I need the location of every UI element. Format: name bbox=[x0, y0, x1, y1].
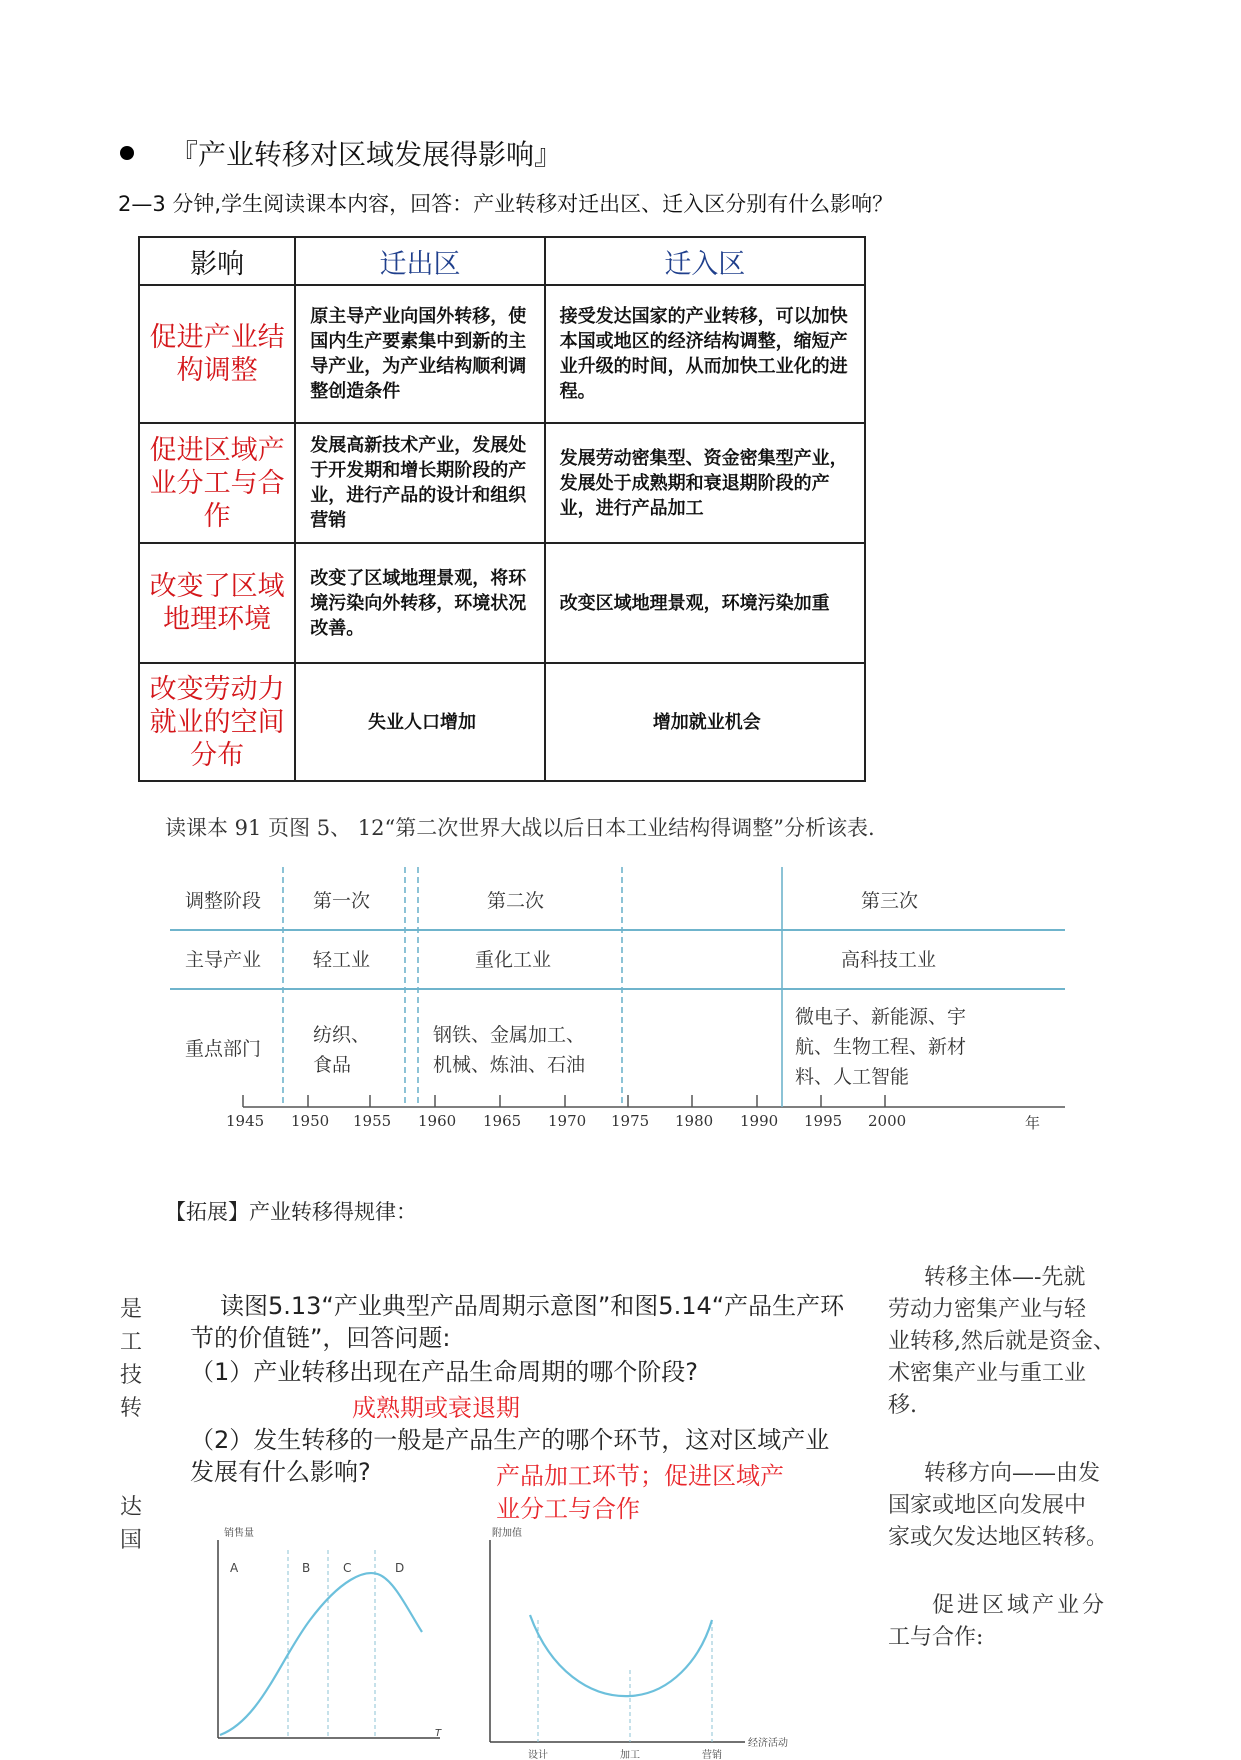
left-fragment: 达 bbox=[120, 1495, 143, 1520]
left-fragment: 是 bbox=[120, 1297, 143, 1322]
section-heading bbox=[120, 133, 562, 173]
label-industry: 主导产业 bbox=[185, 949, 262, 971]
row-label: 改变了区域地理环境 bbox=[139, 543, 295, 663]
text-line: 术密集产业与重工业 bbox=[888, 1361, 1087, 1386]
rule-direction bbox=[888, 1458, 1188, 1554]
out-cell: 发展高新技术产业，发展处于开发期和增长期阶段的产业，进行产品的设计和组织营销 bbox=[295, 423, 544, 543]
year-label: 1960 bbox=[418, 1112, 457, 1130]
industry-3: 高科技工业 bbox=[841, 949, 937, 971]
header-in-region: 迁入区 bbox=[545, 237, 865, 285]
question-text: 2—3 分钟,学生阅读课本内容，回答：产业转移对迁出区、迁入区分别有什么影响？ bbox=[118, 192, 894, 216]
text-line: 促进区域产业分 bbox=[932, 1593, 1108, 1618]
year-label: 1995 bbox=[804, 1112, 843, 1130]
rule-subject bbox=[888, 1262, 1188, 1422]
product-life-cycle-chart bbox=[190, 1520, 450, 1750]
text-line: 业转移,然后就是资金、 bbox=[888, 1329, 1115, 1354]
industry-2: 重化工业 bbox=[475, 949, 552, 971]
text-line: 工与合作: bbox=[888, 1625, 984, 1650]
timeline-lines bbox=[165, 862, 1070, 1137]
year-label: 2000 bbox=[868, 1112, 907, 1130]
table-row bbox=[139, 285, 865, 423]
stage-1: 第一次 bbox=[313, 890, 371, 912]
label-sector: 重点部门 bbox=[185, 1038, 262, 1060]
in-cell: 接受发达国家的产业转移，可以加快本国或地区的经济结构调整，缩短产业升级的时间，从而加快工业化的进程。 bbox=[545, 285, 865, 423]
slide-answer-2-line1: 产品加工环节；促进区域产 bbox=[496, 1462, 784, 1490]
phase-a: A bbox=[230, 1561, 239, 1575]
chart1-ylabel: 销售量 bbox=[224, 1528, 254, 1539]
in-cell: 增加就业机会 bbox=[545, 663, 865, 781]
left-fragment: 转 bbox=[120, 1396, 143, 1421]
year-label: 1980 bbox=[675, 1112, 714, 1130]
row-label: 促进区域产业分工与合作 bbox=[139, 423, 295, 543]
year-unit: 年 bbox=[1025, 1114, 1041, 1132]
slide-answer-2-line2: 业分工与合作 bbox=[496, 1495, 640, 1523]
label-stage: 调整阶段 bbox=[185, 890, 262, 912]
table-row bbox=[139, 663, 865, 781]
chart2-ylabel: 附加值 bbox=[492, 1528, 522, 1539]
year-label: 1975 bbox=[611, 1112, 650, 1130]
text-line: 家或欠发达地区转移。 bbox=[888, 1525, 1109, 1550]
phase-b: B bbox=[302, 1561, 311, 1575]
year-label: 1990 bbox=[740, 1112, 779, 1130]
value-chain-chart bbox=[480, 1520, 800, 1760]
rule-cooperation bbox=[888, 1590, 1188, 1654]
slide-question-intro: 读图5.13“产业典型产品周期示意图”和图5.14“产品生产环节的价值链”，回答问题: bbox=[190, 1292, 845, 1352]
left-fragment: 技 bbox=[120, 1363, 143, 1388]
slide-question-1: （1）产业转移出现在产品生命周期的哪个阶段? bbox=[190, 1358, 699, 1386]
slide-answer-1: 成熟期或衰退期 bbox=[352, 1394, 520, 1422]
left-fragment: 工 bbox=[120, 1330, 143, 1355]
bullet-icon bbox=[120, 146, 134, 160]
tick-marketing: 营销 bbox=[702, 1750, 722, 1760]
reading-note: 读课本 91 页图 5、 12“第二次世界大战以后日本工业结构得调整”分析该表. bbox=[165, 816, 875, 840]
text-line: 劳动力密集产业与轻 bbox=[888, 1297, 1087, 1322]
header-impact: 影响 bbox=[139, 237, 295, 285]
impact-table bbox=[138, 236, 866, 782]
row-label: 改变劳动力就业的空间分布 bbox=[139, 663, 295, 781]
text-line: 转移方向——由发 bbox=[924, 1461, 1101, 1486]
table-header-row bbox=[139, 237, 865, 285]
header-out-region: 迁出区 bbox=[295, 237, 544, 285]
industry-1: 轻工业 bbox=[313, 949, 371, 971]
row-label: 促进产业结构调整 bbox=[139, 285, 295, 423]
text-line: 转移主体—-先就 bbox=[924, 1265, 1086, 1290]
phase-d: D bbox=[395, 1561, 405, 1575]
phase-c: C bbox=[343, 1561, 352, 1575]
slide-question-2: （2）发生转移的一般是产品生产的哪个环节，这对区域产业发展有什么影响? bbox=[190, 1426, 830, 1486]
chart2-xlabel: 经济活动 bbox=[748, 1738, 788, 1749]
text-line: 移. bbox=[888, 1393, 917, 1418]
tick-processing: 加工 bbox=[620, 1750, 640, 1760]
in-cell: 发展劳动密集型、资金密集型产业，发展处于成熟期和衰退期阶段的产业，进行产品加工 bbox=[545, 423, 865, 543]
tick-design: 设计 bbox=[528, 1750, 548, 1760]
year-label: 1945 bbox=[226, 1112, 265, 1130]
sector-3: 微电子、新能源、宇 航、生物工程、新材 料、人工智能 bbox=[795, 1006, 967, 1088]
sector-1: 纺织、 食品 bbox=[313, 1024, 371, 1076]
text-line: 国家或地区向发展中 bbox=[888, 1493, 1087, 1518]
out-cell: 失业人口增加 bbox=[295, 663, 544, 781]
table-row bbox=[139, 423, 865, 543]
year-label: 1970 bbox=[548, 1112, 587, 1130]
japan-industry-timeline bbox=[165, 862, 1070, 1137]
stage-3: 第三次 bbox=[861, 890, 919, 912]
sector-2: 钢铁、金属加工、 机械、炼油、石油 bbox=[433, 1024, 586, 1076]
stage-2: 第二次 bbox=[487, 890, 545, 912]
year-label: 1965 bbox=[483, 1112, 522, 1130]
out-cell: 改变了区域地理景观，将环境污染向外转移，环境状况改善。 bbox=[295, 543, 544, 663]
section-title: 『产业转移对区域发展得影响』 bbox=[170, 138, 563, 171]
left-fragment: 国 bbox=[120, 1528, 143, 1553]
table-row bbox=[139, 543, 865, 663]
year-label: 1950 bbox=[291, 1112, 330, 1130]
extension-title: 【拓展】产业转移得规律： bbox=[165, 1200, 417, 1224]
year-label: 1955 bbox=[353, 1112, 392, 1130]
in-cell: 改变区域地理景观，环境污染加重 bbox=[545, 543, 865, 663]
chart1-xlabel: T bbox=[435, 1728, 442, 1739]
out-cell: 原主导产业向国外转移，使国内生产要素集中到新的主导产业，为产业结构顺利调整创造条件 bbox=[295, 285, 544, 423]
